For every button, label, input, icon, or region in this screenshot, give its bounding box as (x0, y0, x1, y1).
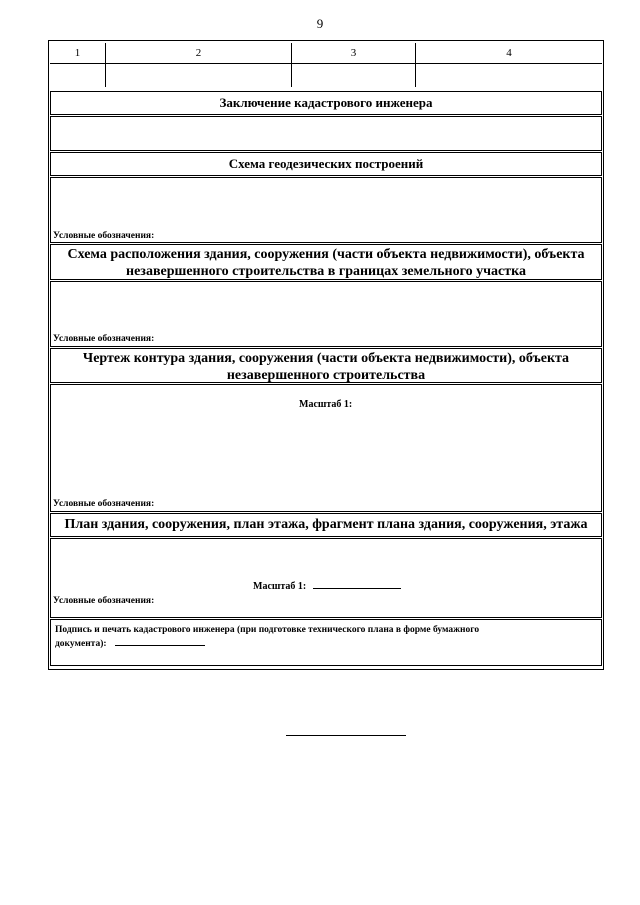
contour-scale-label: Масштаб 1: (299, 399, 353, 410)
plan-body[interactable] (50, 538, 602, 618)
conclusion-title: Заключение кадастрового инженера (219, 95, 433, 110)
column-header-3: 3 (292, 43, 416, 63)
geodetic-header (50, 152, 602, 176)
column-cell-3[interactable] (292, 63, 416, 87)
contour-title-line2: незавершенного строительства (226, 368, 426, 383)
geodetic-title: Схема геодезических построений (228, 156, 424, 171)
page-number: 9 (316, 16, 324, 31)
column-cell-2[interactable] (106, 63, 292, 87)
contour-legend: Условные обозначения: (53, 499, 155, 509)
plan-scale (253, 581, 401, 592)
location-header (50, 244, 602, 280)
contour-header (50, 348, 602, 383)
column-table (50, 41, 602, 90)
location-body[interactable] (50, 281, 602, 347)
column-header-4: 4 (506, 47, 512, 59)
footer-rule (286, 735, 406, 736)
technical-plan-form (48, 40, 604, 670)
conclusion-header (50, 91, 602, 115)
signature-blank[interactable] (115, 645, 205, 646)
signature-section (50, 619, 602, 666)
column-cell-4[interactable] (416, 63, 602, 87)
plan-legend: Условные обозначения: (53, 596, 155, 606)
contour-body[interactable] (50, 384, 602, 512)
plan-scale-blank[interactable] (313, 588, 401, 589)
signature-line2: документа): (55, 637, 597, 651)
plan-header (50, 513, 602, 537)
conclusion-body[interactable] (50, 116, 602, 151)
location-legend: Условные обозначения: (53, 334, 155, 344)
contour-title-line1: Чертеж контура здания, сооружения (части объекта недвижимости), объекта (82, 351, 570, 366)
geodetic-legend: Условные обозначения: (53, 231, 155, 241)
column-header-1: 1 (50, 43, 106, 63)
location-title-line2: незавершенного строительства в границах земельного участка (126, 264, 526, 279)
column-header-2: 2 (106, 43, 292, 63)
plan-title: План здания, сооружения, план этажа, фрагмент плана здания, сооружения, этажа (64, 517, 588, 532)
signature-line1: Подпись и печать кадастрового инженера (при подготовке технического плана в форме бумажного (55, 625, 480, 635)
plan-scale-label: Масштаб 1: (253, 581, 307, 592)
location-title-line1: Схема расположения здания, сооружения (части объекта недвижимости), объекта (67, 247, 585, 262)
column-cell-1[interactable] (50, 63, 106, 87)
geodetic-body[interactable] (50, 177, 602, 243)
signature-text (51, 620, 601, 654)
